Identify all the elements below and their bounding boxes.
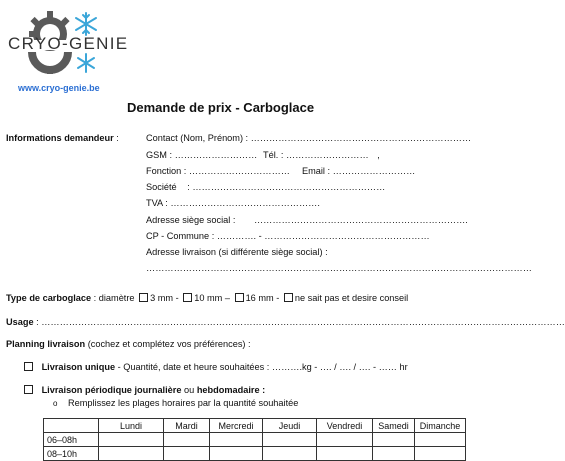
livraison-unique-row[interactable] bbox=[22, 362, 408, 372]
brand-name: CRYO-GENIE bbox=[8, 34, 129, 53]
type-label: Type de carboglace bbox=[6, 293, 92, 303]
table-header-row bbox=[44, 419, 466, 433]
cp-commune-field[interactable]: CP - Commune : …………. - ……………………………………………… bbox=[146, 231, 430, 241]
tel-field[interactable] bbox=[263, 150, 380, 160]
table-cell[interactable] bbox=[263, 433, 317, 447]
planning-row bbox=[6, 339, 251, 349]
checkbox-3mm[interactable] bbox=[139, 293, 148, 302]
checkbox-conseil[interactable] bbox=[284, 293, 293, 302]
table-cell[interactable] bbox=[317, 447, 373, 461]
table-header-cell: Vendredi bbox=[317, 419, 373, 433]
table-cell[interactable] bbox=[317, 433, 373, 447]
livraison-address-label: Adresse livraison (si différente siège social) : bbox=[146, 247, 328, 257]
option-3mm: 3 mm - bbox=[150, 293, 179, 303]
table-header-cell: Mercredi bbox=[210, 419, 263, 433]
option-10mm: 10 mm – bbox=[194, 293, 230, 303]
table-header-cell: Lundi bbox=[99, 419, 164, 433]
informations-label: Informations demandeur bbox=[6, 133, 114, 143]
website-url[interactable]: www.cryo-genie.be bbox=[18, 83, 100, 93]
tel-comma: , bbox=[377, 150, 380, 160]
table-cell[interactable] bbox=[263, 447, 317, 461]
tel-text: Tél. : ……………………… bbox=[263, 150, 369, 160]
livraison-periodique-label: Livraison périodique journalière bbox=[41, 385, 182, 395]
livraison-periodique-row[interactable] bbox=[22, 385, 265, 395]
adresse-field[interactable] bbox=[146, 215, 468, 225]
type-row bbox=[6, 293, 408, 303]
table-cell[interactable] bbox=[415, 433, 466, 447]
table-cell[interactable] bbox=[373, 433, 415, 447]
planning-table bbox=[43, 418, 466, 461]
tva-field[interactable]: TVA : …………………………………………. bbox=[146, 198, 320, 208]
snowflake-bottom-icon bbox=[74, 52, 98, 74]
societe-value: : ……………………………………………………… bbox=[187, 182, 386, 192]
livraison-periodique-or: ou bbox=[184, 385, 195, 395]
informations-sep: : bbox=[116, 133, 119, 143]
sub-instruction bbox=[53, 398, 298, 408]
sub-instruction-text: Remplissez les plages horaires par la quantité souhaitée bbox=[68, 398, 299, 408]
page-title: Demande de prix - Carboglace bbox=[127, 100, 315, 115]
table-header-cell: Jeudi bbox=[263, 419, 317, 433]
table-row bbox=[44, 447, 466, 461]
table-row-label: 08–10h bbox=[44, 447, 99, 461]
fonction-field[interactable]: Fonction : …………………………… bbox=[146, 166, 290, 176]
table-cell[interactable] bbox=[210, 433, 263, 447]
planning-text: (cochez et complétez vos préférences) : bbox=[87, 339, 251, 349]
livraison-periodique-label2: hebdomadaire : bbox=[196, 385, 266, 395]
usage-label: Usage bbox=[6, 317, 34, 327]
type-intro: : diamètre bbox=[93, 293, 135, 303]
checkbox-10mm[interactable] bbox=[183, 293, 192, 302]
gear-bottom-icon bbox=[28, 52, 72, 76]
informations-section bbox=[6, 133, 119, 143]
gsm-field[interactable]: GSM : ……………………… bbox=[146, 150, 258, 160]
table-cell[interactable] bbox=[99, 447, 164, 461]
table-row bbox=[44, 433, 466, 447]
livraison-unique-label: Livraison unique bbox=[41, 362, 116, 372]
usage-row[interactable] bbox=[6, 317, 565, 327]
table-header-cell: Dimanche bbox=[415, 419, 466, 433]
societe-label: Société bbox=[146, 182, 177, 192]
checkbox-livraison-unique[interactable] bbox=[24, 362, 33, 371]
table-cell[interactable] bbox=[373, 447, 415, 461]
adresse-value: ……………………………………………………………. bbox=[253, 215, 468, 225]
table-header-cell: Mardi bbox=[164, 419, 210, 433]
usage-field: : ……………………………………………………………………………………………………………………………………………………… bbox=[36, 317, 565, 327]
planning-label: Planning livraison bbox=[6, 339, 86, 349]
table-cell[interactable] bbox=[99, 433, 164, 447]
option-conseil: ne sait pas et desire conseil bbox=[294, 293, 409, 303]
table-cell[interactable] bbox=[415, 447, 466, 461]
table-row-label: 06–08h bbox=[44, 433, 99, 447]
checkbox-livraison-periodique[interactable] bbox=[24, 385, 33, 394]
adresse-label: Adresse siège social : bbox=[146, 215, 236, 225]
checkbox-16mm[interactable] bbox=[235, 293, 244, 302]
table-header-cell: Samedi bbox=[373, 419, 415, 433]
table-cell[interactable] bbox=[164, 433, 210, 447]
contact-field[interactable]: Contact (Nom, Prénom) : ……………………………………………………………… bbox=[146, 133, 472, 143]
table-cell[interactable] bbox=[164, 447, 210, 461]
societe-field[interactable] bbox=[146, 182, 385, 192]
livraison-address-field[interactable]: ……………………………………………………………………………………………………………… bbox=[146, 263, 532, 273]
email-field[interactable]: Email : ……………………… bbox=[302, 166, 416, 176]
sub-bullet: o bbox=[53, 399, 58, 408]
option-16mm: 16 mm - bbox=[245, 293, 280, 303]
table-header-cell bbox=[44, 419, 99, 433]
livraison-unique-text: - Quantité, date et heure souhaitées : ……….kg - …. / …. / …. - …… hr bbox=[117, 362, 408, 372]
table-cell[interactable] bbox=[210, 447, 263, 461]
